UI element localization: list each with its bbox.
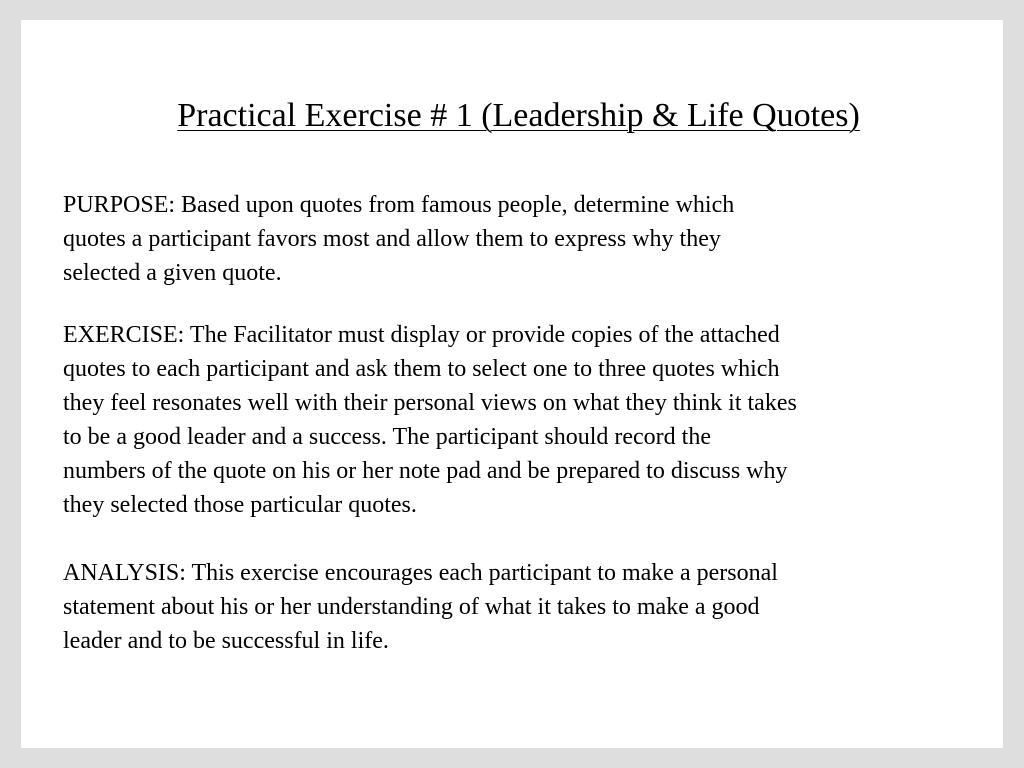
analysis-paragraph: ANALYSIS: This exercise encourages each participant to make a personal statement about his or her understanding of what it takes to make a good leader and to be successful in life. [63, 560, 778, 654]
slide-title: Practical Exercise # 1 (Leadership & Life Quotes) [177, 97, 860, 134]
slide-page [21, 20, 1003, 748]
exercise-paragraph: EXERCISE: The Facilitator must display or provide copies of the attached quotes to each participant and ask them to select one to three quotes which they feel resonates well with their personal views on what they think it takes to be a good leader and a success. The participant should record the numbers of the quote on his or her note pad and be prepared to discuss why they selected those particular quotes. [63, 322, 797, 518]
purpose-paragraph: PURPOSE: Based upon quotes from famous people, determine which quotes a participant favors most and allow them to express why they selected a given quote. [63, 192, 735, 286]
